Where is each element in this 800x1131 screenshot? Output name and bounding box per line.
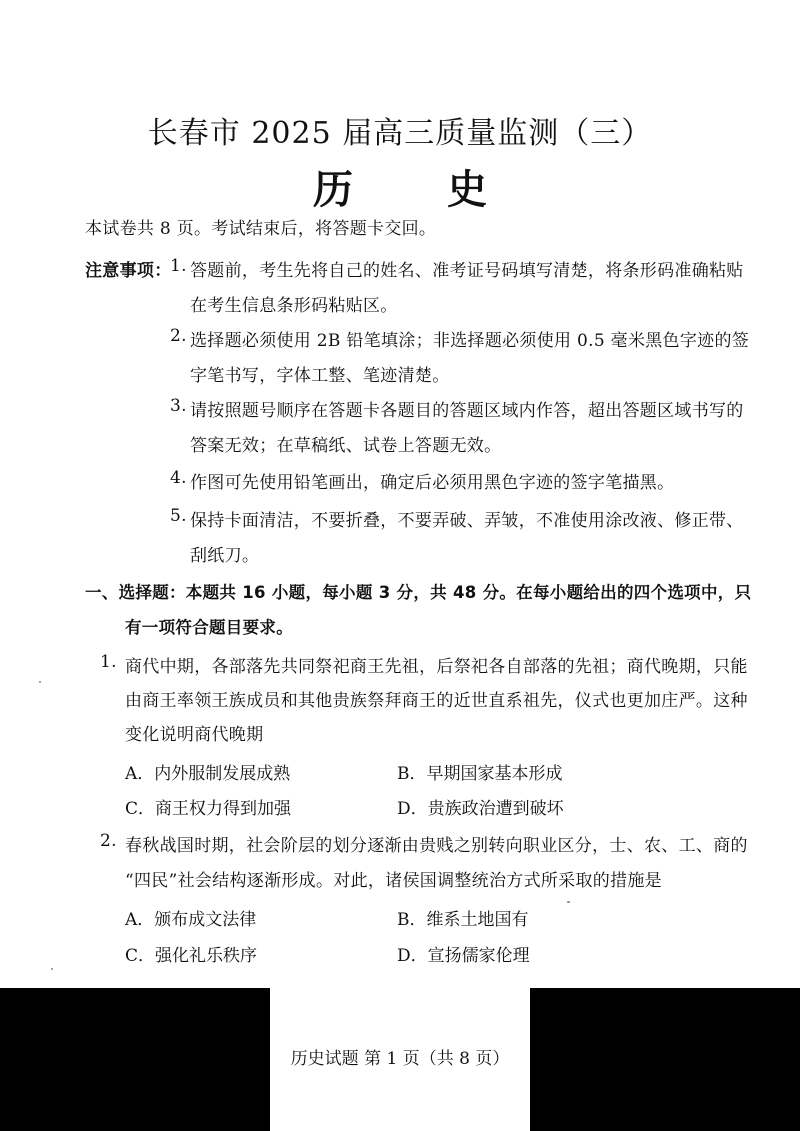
scan-speck <box>51 968 53 970</box>
note-line: 答案无效；在草稿纸、试卷上答题无效。 <box>190 436 502 456</box>
notes-label: 注意事项： <box>85 261 172 281</box>
option-b: B．维系土地国有 <box>397 910 529 930</box>
scan-speck <box>567 901 570 903</box>
option-b: B．早期国家基本形成 <box>397 764 563 784</box>
note-number: 1. <box>170 256 187 276</box>
page-footer: 历史试题 第 1 页（共 8 页） <box>290 1049 510 1069</box>
question-line: 变化说明商代晚期 <box>125 725 264 745</box>
question-line: 商代中期，各部落先共同祭祀商王先祖，后祭祀各自部落的先祖；商代晚期，只能 <box>125 657 748 677</box>
exam-title: 长春市 2025 届高三质量监测（三） <box>147 116 653 151</box>
note-line: 选择题必须使用 2B 铅笔填涂；非选择题必须使用 0.5 毫米黑色字迹的签 <box>190 331 750 351</box>
note-line: 字笔书写，字体工整、笔迹清楚。 <box>190 366 450 386</box>
question-line: 春秋战国时期，社会阶层的划分逐渐由贵贱之别转向职业区分，士、农、工、商的 <box>125 836 748 856</box>
question-number: 2. <box>100 831 117 851</box>
section-heading: 一、选择题：本题共 16 小题，每小题 3 分，共 48 分。在每小题给出的四个选项中，只 <box>85 583 752 602</box>
option-a: A．颁布成文法律 <box>125 910 257 930</box>
question-line: “四民”社会结构逐渐形成。对此，诸侯国调整统治方式所采取的措施是 <box>125 871 662 891</box>
section-heading: 有一项符合题目要求。 <box>125 618 293 637</box>
question-line: 由商王率领王族成员和其他贵族祭拜商王的近世直系祖先，仪式也更加庄严。这种 <box>125 691 748 711</box>
option-c: C．商王权力得到加强 <box>125 799 292 819</box>
question-number: 1. <box>100 652 117 672</box>
subject-title: 历 史 <box>313 167 527 213</box>
note-line: 答题前，考生先将自己的姓名、准考证号码填写清楚，将条形码准确粘贴 <box>190 261 744 281</box>
option-d: D．宣扬儒家伦理 <box>397 946 530 966</box>
note-number: 5. <box>170 506 187 526</box>
option-a: A．内外服制发展成熟 <box>125 764 291 784</box>
option-c: C．强化礼乐秩序 <box>125 946 258 966</box>
note-line: 请按照题号顺序在答题卡各题目的答题区域内作答，超出答题区域书写的 <box>190 401 744 421</box>
intro-text: 本试卷共 8 页。考试结束后，将答题卡交回。 <box>85 219 437 239</box>
note-line: 在考生信息条形码粘贴区。 <box>190 296 398 316</box>
note-line: 作图可先使用铅笔画出，确定后必须用黑色字迹的签字笔描黑。 <box>190 473 675 493</box>
scan-speck <box>39 681 41 683</box>
note-line: 保持卡面清洁，不要折叠，不要弄破、弄皱，不准使用涂改液、修正带、 <box>190 511 744 531</box>
note-number: 4. <box>170 468 187 488</box>
note-line: 刮纸刀。 <box>190 546 260 566</box>
option-d: D．贵族政治遭到破坏 <box>397 799 564 819</box>
note-number: 3. <box>170 396 187 416</box>
note-number: 2. <box>170 326 187 346</box>
